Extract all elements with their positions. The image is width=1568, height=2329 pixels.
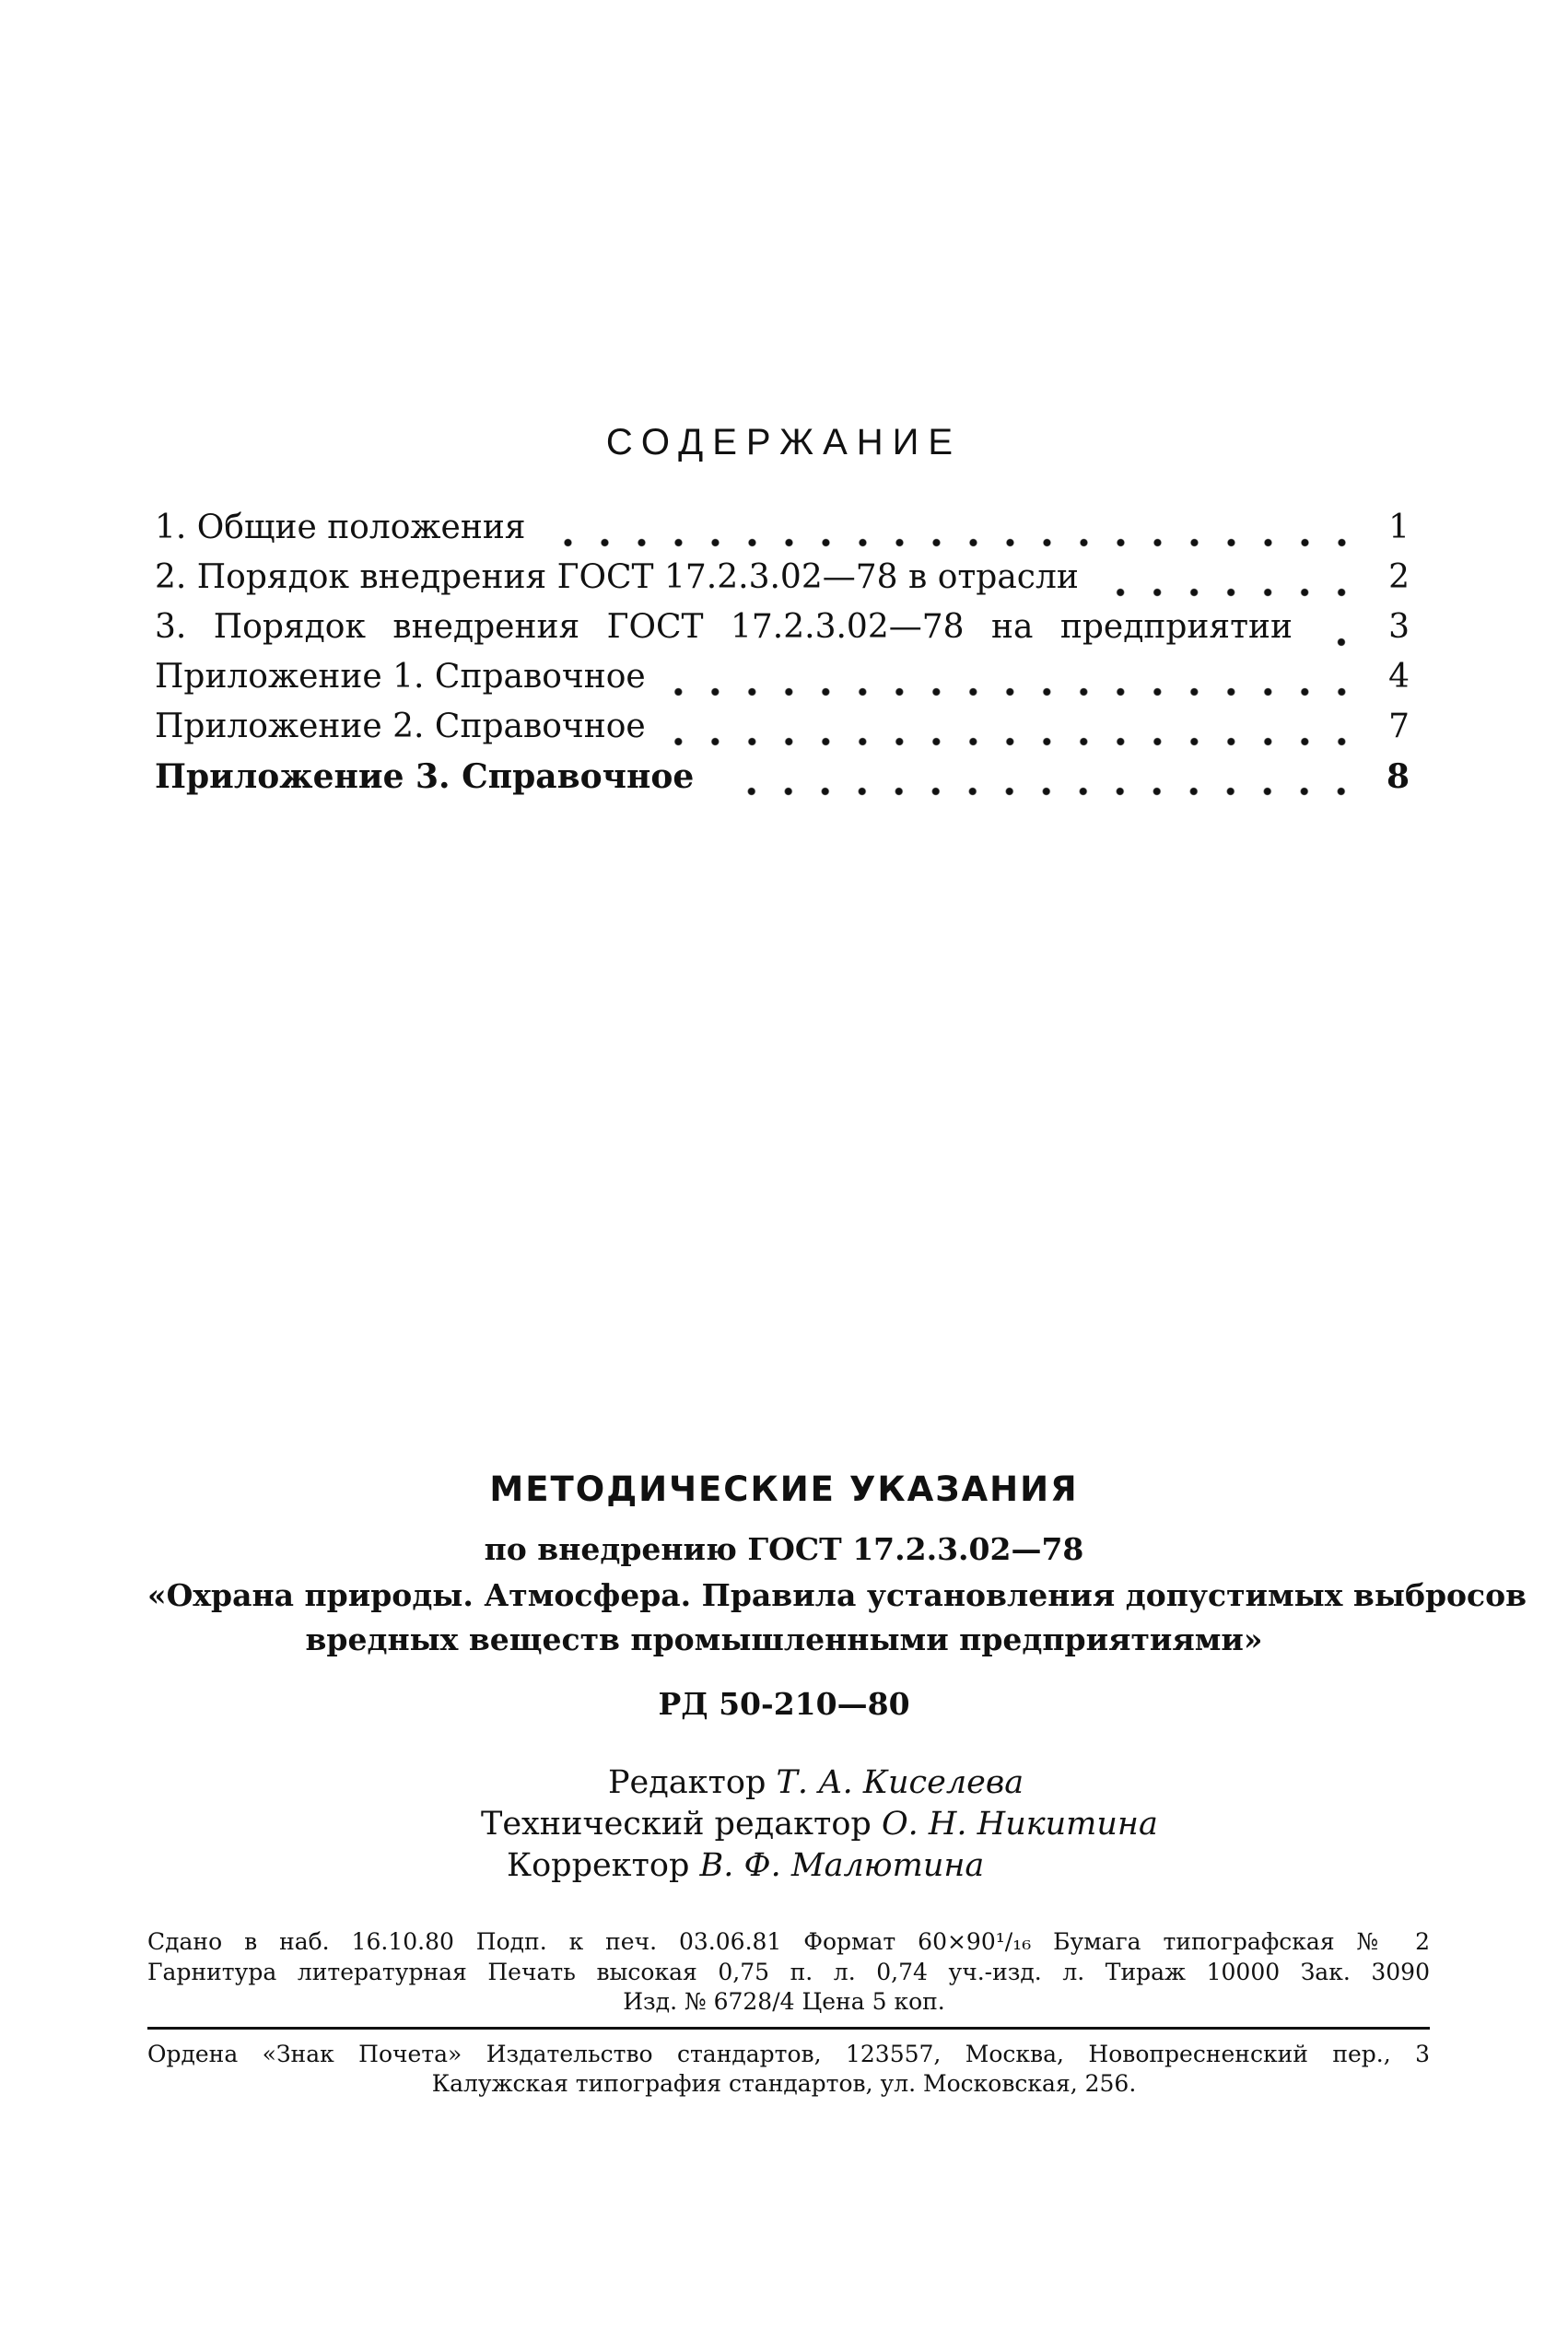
table-of-contents	[155, 509, 1410, 807]
toc-entry	[155, 658, 1410, 708]
imprint-quote-line-1: «Охрана природы. Атмосфера. Правила установления допустимых выбросов	[147, 1577, 1527, 1613]
toc-entry-page: 1	[1388, 509, 1410, 546]
imprint-subtitle: по внедрению ГОСТ 17.2.3.02—78	[484, 1531, 1084, 1567]
print-data-line-3: Изд. № 6728/4 Цена 5 коп.	[623, 1988, 945, 2015]
dot-leader	[673, 716, 1360, 749]
print-data-line-2: Гарнитура литературная Печать высокая 0,75 п. л. 0,74 уч.-изд. л. Тираж 10000 Зак. 3090	[147, 1959, 1430, 1985]
toc-entry	[155, 708, 1410, 757]
tech-editor-name: О. Н. Никитина	[881, 1806, 1158, 1843]
dot-leader	[1106, 567, 1360, 600]
toc-entry-page: 8	[1386, 757, 1410, 796]
toc-entry	[155, 608, 1410, 658]
toc-entry-page: 2	[1388, 558, 1410, 596]
toc-entry	[155, 558, 1410, 608]
print-data-line-1: Сдано в наб. 16.10.80 Подп. к печ. 03.06.81 Формат 60×90¹/₁₆ Бумага типографская № 2	[147, 1928, 1430, 1955]
toc-entry	[155, 757, 1410, 807]
corrector-role: Корректор	[507, 1847, 690, 1884]
toc-entry-label: 3. Порядок внедрения ГОСТ 17.2.3.02—78 на предприятии	[155, 608, 1293, 646]
editor-credit	[608, 1764, 1024, 1801]
dot-leader	[721, 766, 1360, 799]
editor-name: Т. А. Киселева	[776, 1764, 1024, 1801]
editor-role: Редактор	[608, 1764, 766, 1801]
imprint-title: МЕТОДИЧЕСКИЕ УКАЗАНИЯ	[489, 1469, 1079, 1509]
tech-editor-credit	[481, 1806, 1158, 1843]
toc-entry-label: Приложение 1. Справочное	[155, 658, 646, 696]
contents-title: СОДЕРЖАНИЕ	[605, 422, 963, 462]
toc-entry-label: 1. Общие положения	[155, 509, 526, 546]
publisher-line-2: Калужская типография стандартов, ул. Московская, 256.	[431, 2070, 1137, 2097]
imprint-quote-line-2: вредных веществ промышленными предприятиями»	[305, 1621, 1263, 1657]
divider-rule	[147, 2027, 1430, 2030]
toc-entry-label: Приложение 2. Справочное	[155, 708, 646, 745]
dot-leader	[1320, 616, 1360, 650]
toc-entry-label: Приложение 3. Справочное	[155, 757, 695, 796]
document-code: РД 50-210—80	[658, 1686, 910, 1722]
tech-editor-role: Технический редактор	[481, 1806, 872, 1843]
corrector-credit	[507, 1847, 984, 1884]
toc-entry-page: 3	[1388, 608, 1410, 646]
publisher-line-1: Ордена «Знак Почета» Издательство стандартов, 123557, Москва, Новопресненский пер., 3	[147, 2041, 1430, 2067]
dot-leader	[554, 517, 1360, 550]
toc-entry-page: 7	[1388, 708, 1410, 745]
dot-leader	[673, 666, 1360, 699]
toc-entry-label: 2. Порядок внедрения ГОСТ 17.2.3.02—78 в отрасли	[155, 558, 1079, 596]
corrector-name: В. Ф. Малютина	[699, 1847, 985, 1884]
toc-entry-page: 4	[1388, 658, 1410, 696]
toc-entry	[155, 509, 1410, 558]
